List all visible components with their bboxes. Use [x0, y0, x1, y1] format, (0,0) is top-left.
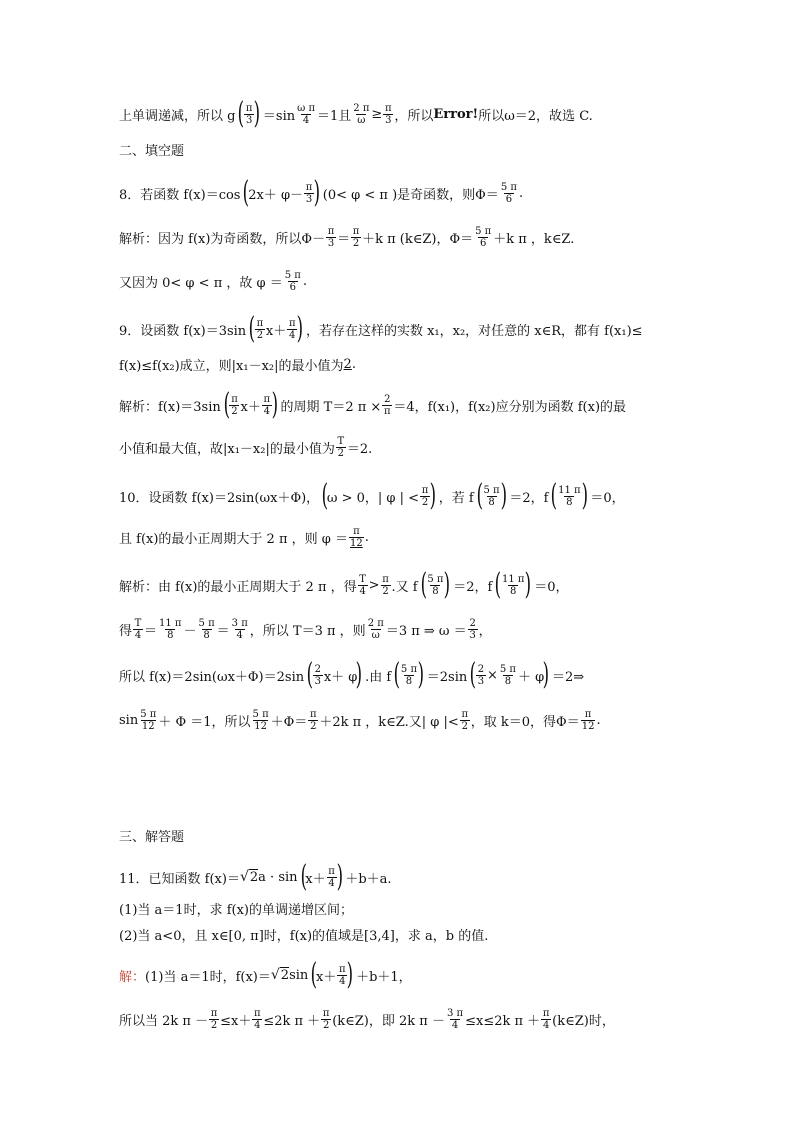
- paren-right: ): [581, 478, 588, 513]
- paren-right: ): [417, 657, 425, 692]
- solution-11-line-1: [119, 957, 754, 992]
- paren-right: ): [346, 957, 354, 992]
- text: ＋Φ＝: [270, 715, 308, 730]
- question-11: [119, 859, 754, 894]
- text: ＋2k π ，k∈Z.又| φ |<: [319, 715, 459, 730]
- fraction: [400, 664, 418, 687]
- text: ＝0，: [534, 579, 569, 595]
- paren-left: (: [420, 567, 427, 602]
- numerator: 5 π: [140, 709, 157, 720]
- fraction: [321, 1008, 331, 1031]
- fraction: [474, 226, 492, 249]
- numerator: 2: [469, 618, 476, 629]
- paren-left: (: [310, 957, 318, 992]
- text: 小值和最大值，故|x₁－x₂|的最小值为: [119, 442, 335, 457]
- text: ×: [486, 667, 498, 683]
- denominator: 2: [310, 721, 317, 732]
- numerator: 2: [314, 663, 322, 675]
- text: 所以 f(x)＝2sin(ωx＋Φ)＝2sin: [119, 669, 305, 685]
- paren-left: (: [551, 478, 558, 513]
- question-11-part-1: [119, 899, 754, 918]
- fraction: [252, 1008, 262, 1031]
- numerator: 2: [477, 663, 485, 675]
- text: 得: [119, 624, 133, 639]
- text: (k∈Z)时，: [552, 1014, 615, 1029]
- numerator: 11 π: [502, 573, 525, 585]
- fraction: [420, 485, 430, 508]
- numerator: π: [353, 526, 360, 537]
- fraction: [460, 709, 470, 732]
- text: (1)当 a＝1时，f(x)＝: [145, 969, 271, 985]
- paren-right: ): [296, 311, 304, 346]
- text: .由 f: [365, 669, 392, 685]
- radical-sign: √: [270, 967, 280, 983]
- denominator: 4: [451, 1020, 459, 1031]
- text: 10．设函数 f(x)＝2sin(ωx＋Φ)，: [119, 490, 320, 506]
- paren-left: (: [238, 96, 245, 131]
- denominator: 8: [504, 675, 512, 687]
- numerator: π: [385, 102, 392, 114]
- numerator: ω π: [297, 102, 316, 114]
- numerator: 5 π: [483, 484, 500, 496]
- fraction: [367, 618, 385, 641]
- paren-left: (: [469, 657, 477, 692]
- denominator: 12: [141, 721, 155, 732]
- text: ≥: [371, 106, 383, 122]
- text: 所以ω＝2，故选 C.: [478, 108, 593, 124]
- denominator: 8: [510, 585, 517, 597]
- denominator: 8: [405, 675, 413, 687]
- numerator: 2 π: [353, 102, 370, 114]
- numerator: 2 π: [367, 618, 384, 629]
- text: x＋ φ: [323, 669, 358, 685]
- numerator: 2: [384, 393, 391, 405]
- numerator: T: [359, 573, 366, 585]
- fraction: [557, 485, 581, 508]
- fraction: [229, 394, 239, 417]
- numerator: T: [337, 436, 345, 447]
- text: ＝: [216, 624, 230, 639]
- heading-text: 二、填空题: [119, 144, 185, 159]
- numerator: 5 π: [475, 226, 492, 237]
- fraction: [482, 485, 500, 508]
- text: 的周期 T＝2 π ×: [280, 399, 382, 415]
- solution-10-line-1: [119, 567, 754, 602]
- section-heading-fill-in: [119, 140, 754, 159]
- denominator: 4: [236, 630, 243, 641]
- paren-right: ): [444, 567, 451, 602]
- radicand: 2: [249, 870, 259, 885]
- denominator: 6: [505, 193, 513, 205]
- fraction: [158, 618, 182, 641]
- denominator: 12: [581, 721, 595, 732]
- numerator: π: [305, 181, 313, 193]
- paren-right: ): [429, 478, 437, 513]
- numerator: 3 π: [446, 1008, 464, 1019]
- denominator: 4: [359, 585, 366, 597]
- paren-left: (: [393, 657, 401, 692]
- fraction: [231, 618, 249, 641]
- line-1: [119, 96, 754, 131]
- denominator: 3: [327, 238, 335, 249]
- text: .: [351, 357, 356, 372]
- text: 上单调递减，所以 g: [119, 108, 236, 124]
- denominator: 12: [350, 538, 363, 549]
- text: 所以当 2k π －: [119, 1014, 209, 1029]
- numerator: π: [421, 484, 429, 496]
- paren-left: (: [321, 478, 329, 513]
- fraction: [252, 709, 270, 732]
- denominator: 2: [382, 585, 389, 597]
- radical-sign: √: [239, 869, 249, 885]
- fraction: [426, 574, 444, 597]
- denominator: 6: [289, 282, 296, 293]
- fraction: [327, 866, 337, 889]
- text: －: [183, 624, 197, 639]
- numerator: 5 π: [400, 663, 418, 675]
- numerator: 5 π: [499, 663, 516, 675]
- fraction: [352, 103, 370, 126]
- denominator: 2: [461, 721, 468, 732]
- fraction: [262, 394, 272, 417]
- fraction: [255, 318, 265, 341]
- text: ≤x≤2k π ＋: [465, 1014, 541, 1029]
- text: ＋b＋a.: [345, 871, 392, 887]
- section-heading-answers: [119, 826, 754, 845]
- numerator: π: [584, 709, 592, 720]
- text: ，若存在这样的实数 x₁，x₂，对任意的 x∈R，都有 f(x₁)≤: [305, 323, 643, 339]
- numerator: π: [461, 709, 469, 720]
- text: ，所以 T＝3 π ，则: [249, 624, 366, 639]
- question-10-line-1: [119, 478, 754, 513]
- numerator: 5 π: [198, 618, 215, 629]
- text: ＝2，f: [509, 490, 549, 506]
- error-text: Error!: [433, 106, 479, 122]
- text: >: [368, 577, 380, 593]
- text: ＋k π (k∈Z)，Φ＝: [362, 232, 474, 247]
- text: ＝sin: [262, 108, 296, 124]
- fraction: [304, 182, 314, 205]
- denominator: ω: [371, 630, 380, 641]
- paren-right: ): [525, 567, 532, 602]
- text: ＝2⇒: [551, 669, 585, 685]
- fraction: [501, 574, 525, 597]
- numerator: 11 π: [558, 484, 581, 496]
- numerator: π: [339, 963, 346, 975]
- numerator: π: [327, 226, 335, 237]
- paren-left: (: [476, 478, 483, 513]
- numerator: 5 π: [427, 573, 444, 585]
- text: ＝: [337, 232, 351, 247]
- answer-fraction: [349, 526, 364, 549]
- denominator: 4: [339, 975, 346, 987]
- numerator: 3 π: [231, 618, 248, 629]
- text: ＝2sin: [426, 669, 468, 685]
- numerator: π: [542, 1008, 550, 1019]
- fraction: [209, 1008, 219, 1031]
- denominator: 4: [254, 1020, 261, 1031]
- text: x＋: [305, 871, 326, 887]
- denominator: 3: [477, 675, 485, 687]
- numerator: 5 π: [284, 270, 301, 281]
- text: ，若 f: [438, 490, 474, 506]
- text: 9．设函数 f(x)＝3sin: [119, 323, 247, 339]
- text: x＋: [316, 969, 337, 985]
- numerator: π: [263, 393, 271, 405]
- denominator: 2: [337, 448, 345, 459]
- fraction: [326, 226, 336, 249]
- text: 又因为 0< φ < π ，故 φ ＝: [119, 276, 283, 291]
- fraction: [468, 618, 478, 641]
- denominator: 4: [134, 630, 142, 641]
- numerator: π: [382, 573, 389, 585]
- numerator: π: [322, 1008, 330, 1019]
- fraction: [198, 618, 216, 641]
- text: .: [364, 530, 369, 545]
- numerator: π: [288, 317, 296, 329]
- denominator: 6: [480, 238, 487, 249]
- question-9-line-1: [119, 311, 754, 346]
- paren-left: (: [248, 311, 256, 346]
- numerator: π: [310, 709, 317, 720]
- denominator: 3: [305, 193, 313, 205]
- denominator: 3: [385, 114, 392, 126]
- text: .: [518, 185, 524, 201]
- solution-label: 解：: [119, 969, 146, 985]
- heading-text: 三、解答题: [119, 830, 185, 845]
- denominator: 4: [328, 877, 335, 889]
- text: a · sin: [258, 869, 298, 885]
- denominator: 4: [263, 405, 271, 417]
- denominator: 4: [289, 329, 296, 341]
- numerator: 11 π: [159, 618, 182, 629]
- text: 8．若函数 f(x)＝cos: [119, 187, 241, 203]
- fraction: [133, 618, 143, 641]
- text: 解析：由 f(x)的最小正周期大于 2 π ，得: [119, 579, 357, 595]
- paren-right: ): [542, 657, 550, 692]
- text: x＋: [265, 323, 287, 339]
- text: ＝: [144, 624, 158, 639]
- fraction: [381, 574, 391, 597]
- fraction: [313, 664, 323, 687]
- paren-right: ): [271, 387, 278, 422]
- text: .又 f: [391, 579, 418, 595]
- sqrt: [271, 967, 289, 983]
- text: f(x)≤f(x₂)成立，则|x₁－x₂|的最小值为: [119, 359, 344, 374]
- denominator: 2: [231, 405, 238, 417]
- denominator: 8: [203, 630, 210, 641]
- text: ＝0，: [590, 490, 625, 506]
- text: ＝1且: [317, 108, 352, 124]
- text: ＋ φ: [518, 669, 545, 685]
- paren-right: ): [500, 478, 507, 513]
- text: .: [302, 274, 307, 289]
- solution-10-line-4: [119, 709, 754, 732]
- denominator: 2: [210, 1020, 218, 1031]
- paren-left: (: [223, 387, 230, 422]
- text: (0< φ < π )是奇函数，则Φ＝: [322, 187, 499, 203]
- fraction: [284, 270, 302, 293]
- denominator: 4: [302, 114, 310, 126]
- fraction: [383, 103, 393, 126]
- text: (2)当 a<0，且 x∈[0, π]时，f(x)的值域是[3,4]，求 a，b 的值.: [119, 929, 489, 944]
- question-11-part-2: [119, 925, 754, 944]
- fraction: [541, 1008, 551, 1031]
- denominator: 2: [323, 1020, 330, 1031]
- denominator: 8: [167, 630, 174, 641]
- text: ，取 k＝0，得Φ＝: [470, 715, 580, 730]
- text: (k∈Z)，即 2k π －: [332, 1014, 445, 1029]
- answer-fraction: [500, 182, 518, 205]
- paren-left: (: [300, 859, 307, 894]
- fraction: [499, 664, 517, 687]
- text: sin: [289, 967, 309, 983]
- fraction: [581, 709, 596, 732]
- text: ＋k π ，k∈Z.: [493, 232, 575, 247]
- question-8: [119, 175, 754, 210]
- numerator: π: [254, 1008, 261, 1019]
- text: ≤2k π ＋: [263, 1014, 321, 1029]
- text: ＝2，f: [453, 579, 493, 595]
- text: ，: [478, 624, 492, 639]
- text: (1)当 a＝1时，求 f(x)的单调递增区间；: [119, 903, 353, 918]
- text: 且 f(x)的最小正周期大于 2 π ，则 φ ＝: [119, 532, 348, 547]
- text: ＋b＋1，: [356, 969, 412, 985]
- solution-8-line-2: [119, 270, 754, 293]
- numerator: 5 π: [252, 709, 269, 720]
- denominator: 8: [488, 496, 495, 508]
- text: ＋ Φ ＝1，所以: [158, 715, 251, 730]
- fraction: [358, 574, 368, 597]
- numerator: π: [210, 1008, 218, 1019]
- solution-9-line-1: [119, 387, 754, 422]
- solution-10-line-2: [119, 618, 754, 641]
- text: 解析：f(x)＝3sin: [119, 399, 221, 415]
- denominator: 12: [254, 721, 267, 732]
- text: ＝3 π ⇒ ω ＝: [385, 624, 467, 639]
- denominator: 3: [314, 675, 322, 687]
- solution-8-line-1: [119, 226, 754, 249]
- numerator: π: [256, 317, 264, 329]
- numerator: T: [134, 618, 142, 629]
- text: 解析：因为 f(x)为奇函数，所以Φ－: [119, 232, 326, 247]
- answer: 2: [343, 357, 352, 372]
- sqrt: [240, 869, 258, 885]
- solution-10-line-3: [119, 657, 754, 692]
- numerator: π: [352, 226, 360, 237]
- denominator: π: [384, 405, 391, 417]
- fraction: [382, 394, 392, 417]
- fraction: [139, 709, 157, 732]
- fraction: [336, 436, 346, 459]
- text: x＋: [240, 399, 261, 415]
- denominator: 2: [256, 329, 264, 341]
- paren-right: ): [336, 859, 343, 894]
- fraction: [351, 226, 361, 249]
- denominator: 2: [352, 238, 360, 249]
- text: ＝2.: [346, 442, 373, 457]
- denominator: 2: [421, 496, 429, 508]
- denominator: ω: [357, 114, 366, 126]
- paren-right: ): [356, 657, 363, 692]
- numerator: 5 π: [500, 181, 517, 193]
- text: 11．已知函数 f(x)＝: [119, 871, 240, 887]
- paren-left: (: [306, 657, 314, 692]
- numerator: π: [328, 865, 335, 877]
- paren-left: (: [494, 567, 502, 602]
- question-9-line-2: [119, 355, 754, 374]
- denominator: 3: [469, 630, 476, 641]
- text: ＝4，f(x₁)，f(x₂)应分别为函数 f(x)的最: [393, 399, 627, 415]
- numerator: π: [245, 102, 253, 114]
- text: 2x＋ φ－: [248, 187, 304, 203]
- fraction: [476, 664, 486, 687]
- denominator: 8: [566, 496, 573, 508]
- fraction: [308, 709, 318, 732]
- text: ≤x＋: [220, 1014, 252, 1029]
- denominator: 8: [432, 585, 439, 597]
- numerator: π: [231, 393, 238, 405]
- paren-right: ): [313, 175, 321, 210]
- radicand: 2: [280, 968, 290, 983]
- paren-left: (: [243, 175, 250, 210]
- question-10-line-2: [119, 526, 754, 549]
- denominator: 4: [542, 1020, 550, 1031]
- text: .: [596, 713, 601, 728]
- paren-right: ): [253, 96, 261, 131]
- fraction: [296, 103, 316, 126]
- text: ω > 0，| φ | <: [326, 490, 420, 506]
- text: ，所以: [394, 108, 434, 124]
- solution-11-line-2: [119, 1008, 754, 1031]
- denominator: 3: [246, 114, 253, 126]
- fraction: [446, 1008, 464, 1031]
- text: sin: [119, 713, 139, 728]
- solution-9-line-2: [119, 436, 754, 459]
